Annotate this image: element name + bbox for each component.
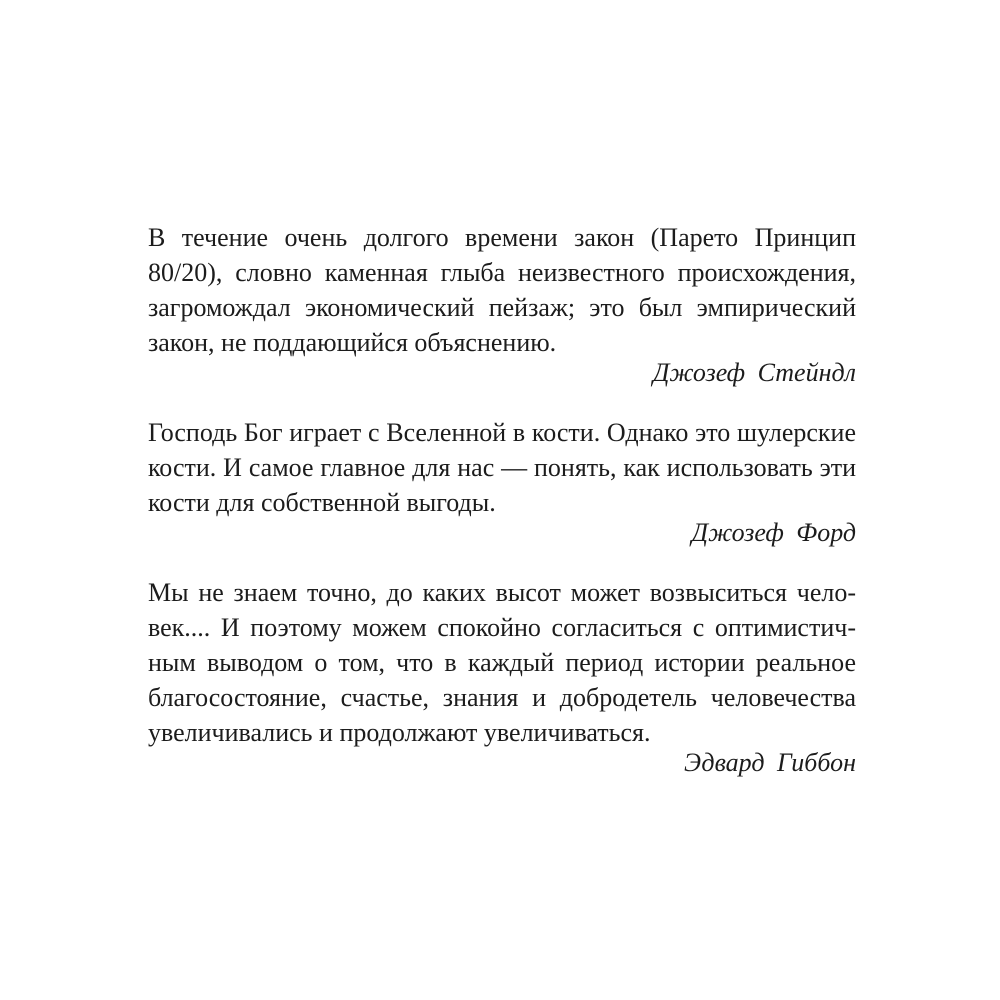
quote-line: загромождал экономический пейзаж; это был эмпирический [148, 293, 856, 322]
quote-line: закон, не поддающийся объяснению. [148, 328, 557, 357]
quote-line: благосостояние, счастье, знания и добродетель человечества [148, 683, 856, 712]
quote-block-2 [148, 415, 856, 550]
epigraphs-block [148, 220, 856, 805]
quote-block-3 [148, 575, 856, 780]
quote-author: Эдвард Гиббон [684, 748, 856, 777]
quote-line: 80/20), словно каменная глыба неизвестного происхождения, [148, 258, 856, 287]
quote-line: ным выводом о том, что в каждый период истории реальное [148, 648, 856, 677]
quote-line: увеличивались и продолжают увеличиваться. [148, 718, 651, 747]
quote-line: кости для собственной выгоды. [148, 488, 496, 517]
quote-line: Господь Бог играет с Вселенной в кости. Однако это шулерские [148, 418, 856, 447]
quote-line: Мы не знаем точно, до каких высот может возвыситься чело- [148, 578, 856, 607]
quote-block-1 [148, 220, 856, 390]
quote-author: Джозеф Стейндл [652, 358, 856, 387]
quote-author: Джозеф Форд [691, 518, 856, 547]
quote-line: В течение очень долгого времени закон (Парето Принцип [148, 223, 856, 252]
quote-line: век.... И поэтому можем спокойно согласиться с оптимистич- [148, 613, 856, 642]
quote-line: кости. И самое главное для нас — понять, как использовать эти [148, 453, 856, 482]
